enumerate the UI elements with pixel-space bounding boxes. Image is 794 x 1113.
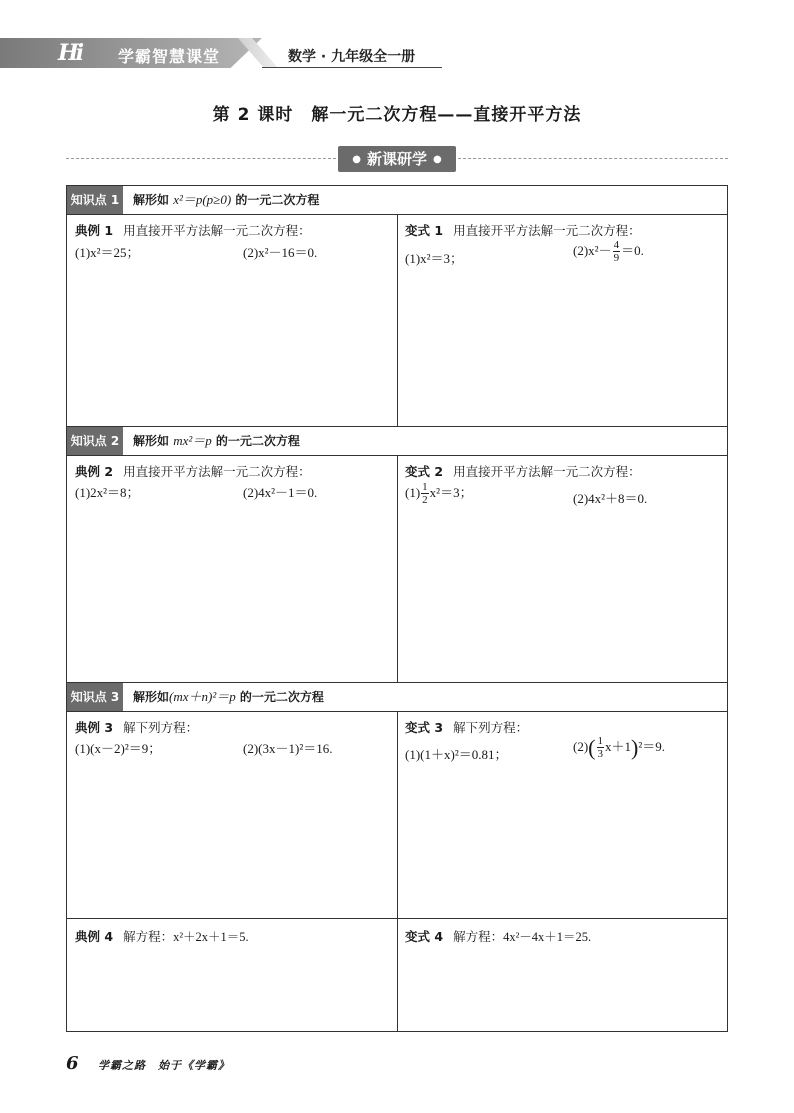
equation: (2)4x²－1＝0. [243, 485, 318, 500]
page-number: 6 [66, 1053, 79, 1074]
example-3: 典例 3 解下列方程： [75, 720, 199, 735]
knowledge-point-2-header [67, 427, 727, 456]
left-paren: ( [588, 735, 596, 761]
header-underline [262, 67, 442, 68]
fraction: $\frac{4}{9}$ [613, 239, 620, 265]
kp-formula: mx²＝p [173, 433, 212, 448]
knowledge-point-desc: 解形如(mx＋n)²＝p 的一元二次方程 [133, 689, 324, 704]
variant-title: 变式 2 [405, 464, 444, 479]
section-divider-right [458, 158, 728, 159]
book-subject: 数学 · 九年级全一册 [288, 49, 416, 65]
kp-formula: (mx＋n)²＝p [169, 689, 236, 704]
knowledge-point-desc: 解形如 mx²＝p 的一元二次方程 [133, 433, 300, 448]
fraction: $\frac{1}{2}$ [422, 481, 428, 507]
variant-1: 变式 1 用直接开平方法解一元二次方程： [405, 223, 641, 238]
column-divider [397, 711, 398, 1031]
example-title: 典例 3 [75, 720, 114, 735]
knowledge-point-3-header [67, 683, 727, 712]
variant-title: 变式 4 [405, 929, 444, 944]
brand-logo: Hi [58, 40, 82, 66]
knowledge-point-label: 知识点 1 [67, 186, 123, 214]
equation: (1)x²＝25； [75, 245, 140, 260]
equation: (2)( $\frac{1}{3}$ x＋1)²＝9. [573, 735, 665, 761]
variant-3: 变式 3 解下列方程： [405, 720, 529, 735]
right-paren: ) [631, 735, 639, 761]
equation: (2)x²－ $\frac{4}{9}$ ＝0. [573, 239, 644, 265]
equation: (1)x²＝3； [405, 251, 464, 266]
footer-slogan: 学霸之路 始于《学霸》 [98, 1059, 230, 1072]
variant-2: 变式 2 用直接开平方法解一元二次方程： [405, 464, 641, 479]
knowledge-point-label: 知识点 2 [67, 427, 123, 455]
example-1: 典例 1 用直接开平方法解一元二次方程： [75, 223, 311, 238]
equation: (1)(1＋x)²＝0.81； [405, 747, 508, 762]
section-divider-left [66, 158, 336, 159]
bullet-icon: ● [433, 154, 442, 165]
page-title: 第 2 课时 解一元二次方程——直接开平方法 [212, 105, 582, 125]
equation: (2)x²－16＝0. [243, 245, 318, 260]
fraction: $\frac{1}{3}$ [597, 735, 603, 761]
exercise-grid [66, 185, 728, 1032]
column-divider [397, 214, 398, 426]
section-tag [338, 146, 456, 172]
equation: (1)(x－2)²＝9； [75, 741, 162, 756]
variant-title: 变式 1 [405, 223, 444, 238]
example-title: 典例 4 [75, 929, 114, 944]
example-2: 典例 2 用直接开平方法解一元二次方程： [75, 464, 311, 479]
knowledge-point-1-header [67, 186, 727, 215]
equation: (1) $\frac{1}{2}$ x²＝3； [405, 481, 473, 507]
variant-4: 变式 4 解方程：4x²－4x＋1＝25. [405, 929, 592, 944]
bullet-icon: ● [352, 154, 361, 165]
equation: (2)4x²＋8＝0. [573, 491, 648, 506]
equation: (2)(3x－1)²＝16. [243, 741, 333, 756]
row-divider [67, 918, 727, 919]
variant-title: 变式 3 [405, 720, 444, 735]
example-title: 典例 2 [75, 464, 114, 479]
knowledge-point-label: 知识点 3 [67, 683, 123, 711]
example-title: 典例 1 [75, 223, 114, 238]
example-4: 典例 4 解方程：x²＋2x＋1＝5. [75, 929, 249, 944]
knowledge-point-desc: 解形如 x²＝p(p≥0) 的一元二次方程 [133, 192, 320, 207]
equation: (1)2x²＝8； [75, 485, 140, 500]
section-tag-label: 新课研学 [366, 150, 427, 168]
column-divider [397, 455, 398, 682]
kp-formula: x²＝p(p≥0) [173, 192, 232, 207]
brand-name: 学霸智慧课堂 [118, 47, 221, 66]
